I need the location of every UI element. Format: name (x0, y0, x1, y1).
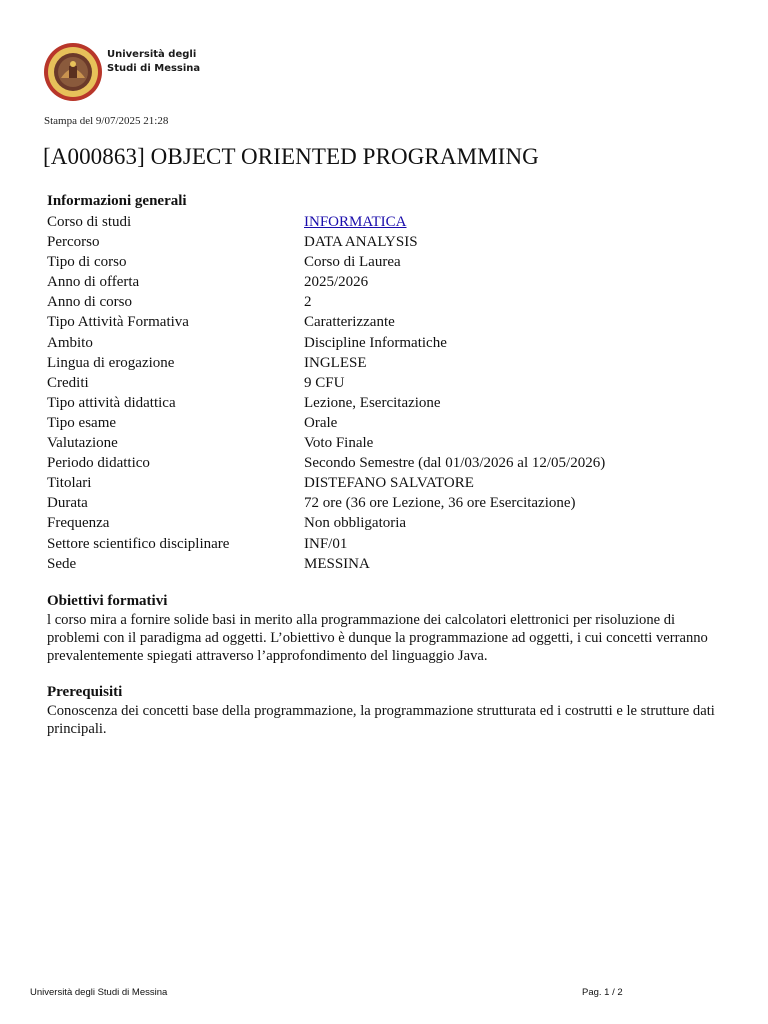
info-label: Crediti (47, 374, 89, 391)
info-label: Lingua di erogazione (47, 354, 175, 371)
info-row (47, 353, 727, 373)
info-value: INGLESE (304, 354, 367, 371)
university-name (107, 48, 200, 76)
print-stamp: Stampa del 9/07/2025 21:28 (44, 115, 169, 127)
info-label: Durata (47, 495, 88, 512)
info-label: Tipo attività didattica (47, 394, 176, 411)
info-value: DISTEFANO SALVATORE (304, 475, 474, 492)
info-value: MESSINA (304, 555, 370, 572)
info-label: Settore scientifico disciplinare (47, 535, 230, 552)
info-value: Discipline Informatiche (304, 334, 447, 351)
info-value: Corso di Laurea (304, 254, 401, 271)
info-row (47, 453, 727, 473)
info-label: Ambito (47, 334, 93, 351)
general-info-table (47, 212, 727, 574)
info-label: Anno di offerta (47, 274, 140, 291)
page-title: [A000863] OBJECT ORIENTED PROGRAMMING (43, 144, 539, 169)
info-row (47, 312, 727, 332)
info-value: Lezione, Esercitazione (304, 394, 441, 411)
info-row (47, 272, 727, 292)
info-value: 2025/2026 (304, 274, 369, 291)
info-label: Anno di corso (47, 294, 132, 311)
prerequisites-heading: Prerequisiti (47, 684, 123, 700)
info-row (47, 493, 727, 513)
general-info-section (47, 191, 727, 574)
info-label: Tipo esame (47, 414, 117, 431)
prerequisites-text: Conoscenza dei concetti base della programmazione, la programmazione strutturata ed i costrutti e le strutture dati principali. (47, 703, 715, 737)
info-row (47, 554, 727, 574)
info-value: Orale (304, 414, 338, 431)
info-value: INF/01 (304, 535, 348, 552)
university-header (43, 42, 243, 102)
info-row (47, 252, 727, 272)
info-value: 9 CFU (304, 374, 345, 391)
info-label: Corso di studi (47, 214, 132, 230)
info-value: DATA ANALYSIS (304, 234, 418, 251)
course-link[interactable]: INFORMATICA (304, 214, 407, 230)
info-row (47, 333, 727, 353)
info-value: Secondo Semestre (dal 01/03/2026 al 12/05/2026) (304, 455, 606, 472)
info-value: 72 ore (36 ore Lezione, 36 ore Esercitazione) (304, 495, 576, 512)
info-row (47, 292, 727, 312)
prerequisites-section (47, 682, 727, 738)
info-row (47, 393, 727, 413)
info-row (47, 212, 727, 232)
info-value: Caratterizzante (304, 314, 395, 331)
info-label: Tipo di corso (47, 254, 127, 271)
general-info-heading: Informazioni generali (47, 193, 187, 209)
info-label: Periodo didattico (47, 455, 150, 472)
info-row (47, 473, 727, 493)
footer-page-number: Pag. 1 / 2 (582, 987, 623, 998)
info-value: Non obbligatoria (304, 515, 407, 532)
info-label: Sede (47, 555, 77, 572)
info-row (47, 373, 727, 393)
university-seal-logo (43, 42, 103, 102)
info-value: Voto Finale (304, 435, 374, 452)
info-label: Frequenza (47, 515, 110, 532)
info-value: 2 (304, 294, 312, 311)
info-row (47, 534, 727, 554)
objectives-heading: Obiettivi formativi (47, 593, 168, 609)
info-row (47, 413, 727, 433)
info-row (47, 433, 727, 453)
objectives-text: l corso mira a fornire solide basi in merito alla programmazione dei calcolatori elettronici per risoluzione di problemi con il paradigma ad oggetti. L’obiettivo è dunque la programmazione ad oggetti, i cui concetti verranno prevalentemente spiegati attraverso l’approfondimento del linguaggio Java. (47, 612, 708, 664)
university-name-line2: Studi di Messina (107, 63, 201, 74)
info-row (47, 513, 727, 533)
objectives-section (47, 591, 727, 665)
info-label: Percorso (47, 234, 100, 251)
info-label: Tipo Attività Formativa (47, 314, 189, 331)
info-value (304, 212, 727, 232)
footer-university: Università degli Studi di Messina (30, 987, 168, 998)
university-name-line1: Università degli (107, 49, 197, 60)
info-label: Valutazione (47, 435, 118, 452)
info-row (47, 232, 727, 252)
info-label: Titolari (47, 475, 92, 492)
